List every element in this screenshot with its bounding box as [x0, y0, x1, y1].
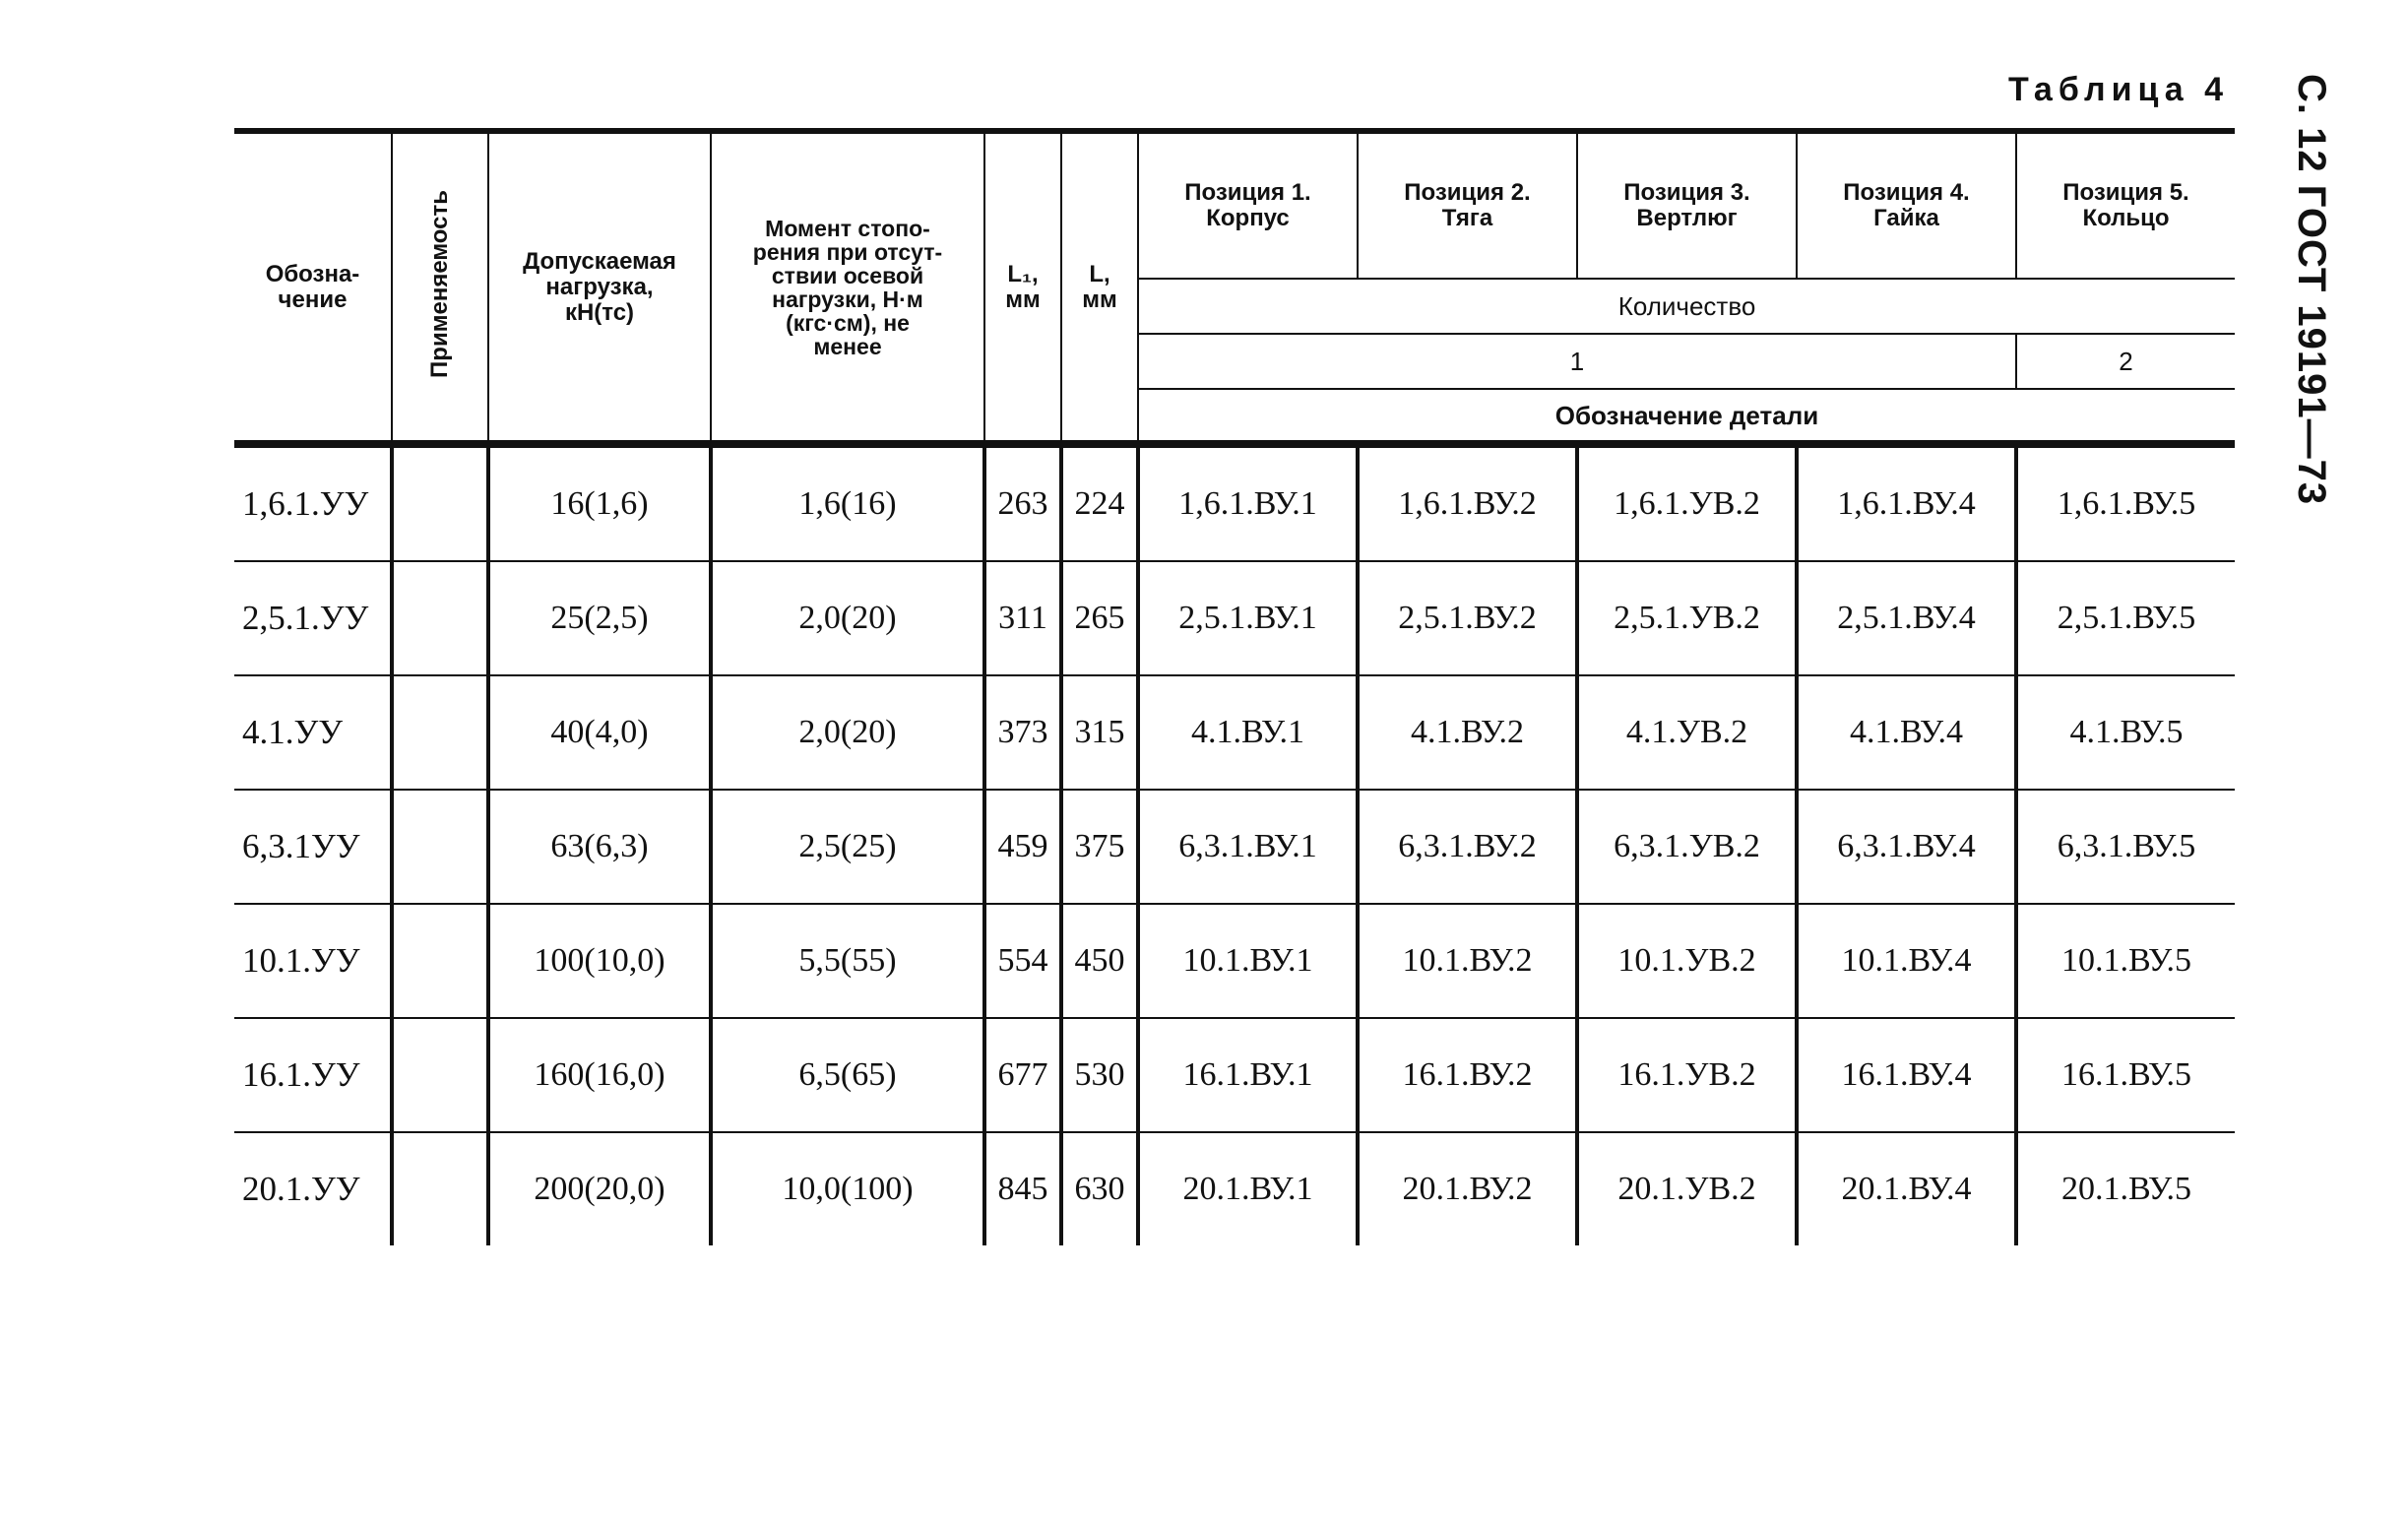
cell-l1: 845	[984, 1132, 1061, 1245]
cell-position-1: 16.1.ВУ.1	[1138, 1018, 1358, 1132]
header-position-4	[1797, 131, 2016, 279]
cell-position-3: 2,5.1.УВ.2	[1577, 561, 1797, 675]
cell-l1: 373	[984, 675, 1061, 790]
cell-position-2: 6,3.1.ВУ.2	[1358, 790, 1577, 904]
cell-load: 40(4,0)	[488, 675, 711, 790]
header-position-5	[2016, 131, 2235, 279]
cell-position-2: 10.1.ВУ.2	[1358, 904, 1577, 1018]
cell-position-2: 1,6.1.ВУ.2	[1358, 444, 1577, 561]
cell-position-2: 20.1.ВУ.2	[1358, 1132, 1577, 1245]
cell-l: 224	[1061, 444, 1138, 561]
table-row	[234, 675, 2235, 790]
cell-position-1: 20.1.ВУ.1	[1138, 1132, 1358, 1245]
header-applicability	[392, 131, 488, 444]
position-5-name: Кольцо	[2082, 205, 2170, 231]
position-2-label: Позиция 2.	[1404, 179, 1531, 206]
position-4-label: Позиция 4.	[1843, 179, 1970, 206]
cell-applicability	[392, 675, 488, 790]
cell-load: 100(10,0)	[488, 904, 711, 1018]
cell-position-3: 1,6.1.УВ.2	[1577, 444, 1797, 561]
cell-l1: 554	[984, 904, 1061, 1018]
cell-l: 530	[1061, 1018, 1138, 1132]
cell-code: 6,3.1УУ	[234, 790, 392, 904]
cell-l1: 311	[984, 561, 1061, 675]
cell-position-1: 6,3.1.ВУ.1	[1138, 790, 1358, 904]
position-3-label: Позиция 3.	[1623, 179, 1750, 206]
cell-position-3: 10.1.УВ.2	[1577, 904, 1797, 1018]
cell-l: 375	[1061, 790, 1138, 904]
header-quantity-1: 1	[1138, 334, 2016, 389]
header-part-designation: Обозначение детали	[1138, 389, 2235, 444]
position-2-name: Тяга	[1441, 205, 1493, 231]
cell-code: 2,5.1.УУ	[234, 561, 392, 675]
cell-position-2: 16.1.ВУ.2	[1358, 1018, 1577, 1132]
cell-moment: 2,5(25)	[711, 790, 984, 904]
table-row	[234, 1132, 2235, 1245]
header-position-3	[1577, 131, 1797, 279]
page-header	[2280, 74, 2349, 506]
cell-moment: 2,0(20)	[711, 675, 984, 790]
cell-load: 25(2,5)	[488, 561, 711, 675]
cell-position-5: 2,5.1.ВУ.5	[2016, 561, 2235, 675]
cell-l: 630	[1061, 1132, 1138, 1245]
cell-position-4: 1,6.1.ВУ.4	[1797, 444, 2016, 561]
cell-moment: 5,5(55)	[711, 904, 984, 1018]
cell-position-5: 10.1.ВУ.5	[2016, 904, 2235, 1018]
cell-applicability	[392, 790, 488, 904]
cell-l1: 263	[984, 444, 1061, 561]
header-l1: L₁, мм	[984, 131, 1061, 444]
table-caption: Таблица 4	[2008, 71, 2230, 108]
cell-applicability	[392, 904, 488, 1018]
cell-applicability	[392, 1132, 488, 1245]
cell-code: 1,6.1.УУ	[234, 444, 392, 561]
cell-position-5: 16.1.ВУ.5	[2016, 1018, 2235, 1132]
cell-position-3: 4.1.УВ.2	[1577, 675, 1797, 790]
parts-table	[234, 128, 2235, 1245]
position-1-name: Корпус	[1206, 205, 1290, 231]
cell-position-1: 1,6.1.ВУ.1	[1138, 444, 1358, 561]
cell-l1: 459	[984, 790, 1061, 904]
cell-code: 10.1.УУ	[234, 904, 392, 1018]
cell-load: 160(16,0)	[488, 1018, 711, 1132]
cell-moment: 1,6(16)	[711, 444, 984, 561]
cell-l1: 677	[984, 1018, 1061, 1132]
position-5-label: Позиция 5.	[2062, 179, 2189, 206]
cell-position-4: 10.1.ВУ.4	[1797, 904, 2016, 1018]
cell-position-5: 4.1.ВУ.5	[2016, 675, 2235, 790]
cell-load: 200(20,0)	[488, 1132, 711, 1245]
cell-position-4: 2,5.1.ВУ.4	[1797, 561, 2016, 675]
cell-position-5: 6,3.1.ВУ.5	[2016, 790, 2235, 904]
table-row	[234, 1018, 2235, 1132]
header-quantity-2: 2	[2016, 334, 2235, 389]
cell-applicability	[392, 1018, 488, 1132]
position-4-name: Гайка	[1873, 205, 1939, 231]
table-body	[234, 444, 2235, 1245]
table-header	[234, 131, 2235, 444]
header-quantity: Количество	[1138, 279, 2235, 334]
cell-moment: 10,0(100)	[711, 1132, 984, 1245]
table-row	[234, 904, 2235, 1018]
position-1-label: Позиция 1.	[1184, 179, 1311, 206]
table-row	[234, 790, 2235, 904]
cell-load: 16(1,6)	[488, 444, 711, 561]
table-row	[234, 561, 2235, 675]
header-load: Допускаемая нагрузка, кН(тс)	[488, 131, 711, 444]
cell-position-5: 1,6.1.ВУ.5	[2016, 444, 2235, 561]
cell-position-5: 20.1.ВУ.5	[2016, 1132, 2235, 1245]
cell-position-2: 4.1.ВУ.2	[1358, 675, 1577, 790]
cell-code: 16.1.УУ	[234, 1018, 392, 1132]
header-l: L, мм	[1061, 131, 1138, 444]
cell-position-3: 16.1.УВ.2	[1577, 1018, 1797, 1132]
cell-position-2: 2,5.1.ВУ.2	[1358, 561, 1577, 675]
cell-applicability	[392, 444, 488, 561]
header-position-1	[1138, 131, 1358, 279]
cell-l: 265	[1061, 561, 1138, 675]
header-moment: Момент стопо- рения при отсут- ствии осевой нагрузки, Н·м (кгс·см), не менее	[711, 131, 984, 444]
cell-moment: 6,5(65)	[711, 1018, 984, 1132]
table-row	[234, 444, 2235, 561]
cell-position-4: 4.1.ВУ.4	[1797, 675, 2016, 790]
cell-code: 20.1.УУ	[234, 1132, 392, 1245]
header-applicability-text: Применяемость	[426, 190, 453, 378]
cell-position-4: 20.1.ВУ.4	[1797, 1132, 2016, 1245]
cell-position-1: 4.1.ВУ.1	[1138, 675, 1358, 790]
cell-position-3: 6,3.1.УВ.2	[1577, 790, 1797, 904]
cell-position-1: 2,5.1.ВУ.1	[1138, 561, 1358, 675]
position-3-name: Вертлюг	[1636, 205, 1738, 231]
header-position-2	[1358, 131, 1577, 279]
cell-applicability	[392, 561, 488, 675]
cell-l: 315	[1061, 675, 1138, 790]
cell-position-4: 16.1.ВУ.4	[1797, 1018, 2016, 1132]
header-designation: Обозна- чение	[234, 131, 392, 444]
cell-position-3: 20.1.УВ.2	[1577, 1132, 1797, 1245]
cell-load: 63(6,3)	[488, 790, 711, 904]
cell-l: 450	[1061, 904, 1138, 1018]
cell-code: 4.1.УУ	[234, 675, 392, 790]
cell-position-4: 6,3.1.ВУ.4	[1797, 790, 2016, 904]
page-header-text: С. 12 ГОСТ 19191—73	[2290, 74, 2333, 506]
cell-position-1: 10.1.ВУ.1	[1138, 904, 1358, 1018]
cell-moment: 2,0(20)	[711, 561, 984, 675]
